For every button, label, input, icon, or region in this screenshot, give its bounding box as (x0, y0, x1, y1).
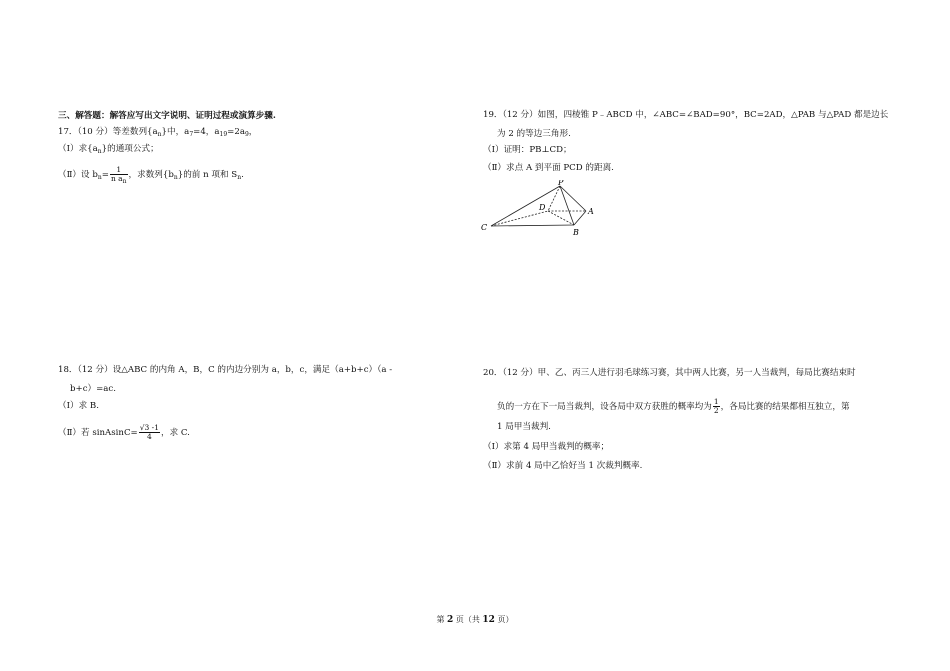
pyramid-figure (478, 180, 608, 240)
q20-part2: （Ⅱ）求前 4 局中乙恰好当 1 次裁判概率. (483, 461, 643, 471)
q17-part2: （Ⅱ）设 $b_n=$ $\frac{1}{n a_n}$ ，求数列$\{b_n\}$的前 n 项和 $S_n$. (58, 165, 244, 185)
q17-line1: 17．（10 分）等差数列$\{a_n\}$中，$a_7=4$，$a_{19}=2a_9$， (58, 127, 258, 138)
q19-part1: （Ⅰ）证明：PB⊥CD； (483, 145, 572, 155)
q19-part2: （Ⅱ）求点 A 到平面 PCD 的距离. (483, 163, 614, 173)
q20-fraction: $\frac{1}{2}$ (713, 397, 719, 415)
q17-part1: （Ⅰ）求$\{a_n\}$的通项公式； (58, 144, 159, 155)
edge-ba (574, 211, 586, 225)
label-b: B (573, 228, 579, 237)
edge-cb (491, 225, 574, 226)
q18-part1: （Ⅰ）求 B. (58, 401, 99, 411)
edge-pa (560, 186, 586, 211)
label-d: D (539, 203, 546, 212)
q20-part1: （Ⅰ）求第 4 局甲当裁判的概率； (483, 442, 610, 452)
q18-fraction: $\frac{√3 -1}{4}$ (139, 423, 159, 441)
q18-line1: 18．（12 分）设△ABC 的内角 A，B，C 的内边分别为 a，b，c，满足（a+b+c）（a - (58, 365, 393, 375)
q20-line1: 20．（12 分）甲、乙、丙三人进行羽毛球练习赛，其中两人比赛，另一人当裁判，每局比赛结束时 (483, 368, 856, 378)
q20-line3: 1 局甲当裁判. (497, 422, 551, 432)
section-header: 三、解答题：解答应写出文字说明、证明过程或演算步骤. (58, 111, 276, 121)
label-p: P (558, 180, 564, 187)
page-footer: 第 2 页（共 12 页） (436, 615, 514, 625)
edge-pc (491, 186, 560, 226)
edge-pb (560, 186, 574, 225)
label-c: C (481, 223, 488, 232)
q17-fraction: $\frac{1}{n a_n}$ (110, 165, 127, 185)
q18-part2: （Ⅱ）若 sinAsinC= $\frac{√3 -1}{4}$ ，求 C. (58, 423, 190, 441)
edge-cd-hidden (491, 211, 548, 226)
label-a: A (588, 207, 594, 216)
q19-line1: 19．（12 分）如图，四棱锥 P﹣ABCD 中，∠ABC=∠BAD=90°，BC=2AD，△PAB 与△PAD 都是边长 (483, 110, 889, 120)
q19-line2: 为 2 的等边三角形. (497, 129, 571, 139)
q20-line2: 负的一方在下一局当裁判，设各局中双方获胜的概率均为 $\frac{1}{2}$ ，各局比赛的结果都相互独立，第 (497, 397, 850, 415)
q18-line2: b+c）=ac. (70, 384, 116, 394)
